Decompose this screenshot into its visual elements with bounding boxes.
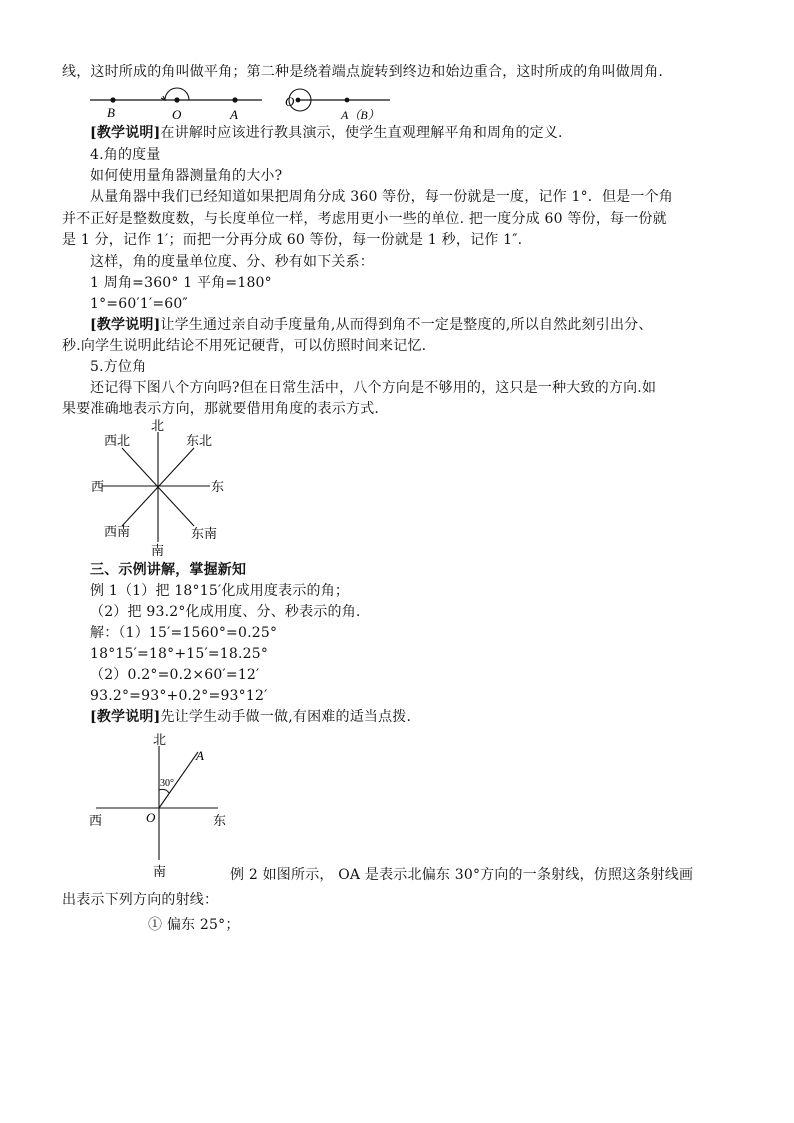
- label-a: A: [196, 748, 204, 763]
- section-heading-3: 三、示例讲解，掌握新知: [90, 562, 247, 578]
- question-line: 如何使用量角器测量角的大小?: [90, 168, 283, 184]
- section-heading-5: 5.方位角: [90, 359, 147, 375]
- straight-and-full-angle-figure: [85, 84, 405, 124]
- label-southeast: 东南: [191, 526, 218, 541]
- label-northwest: 西北: [104, 433, 131, 448]
- label-south: 南: [153, 864, 167, 879]
- label-o2: O: [285, 94, 295, 109]
- point-a: [232, 97, 237, 102]
- label-west: 西: [91, 479, 105, 494]
- teaching-note: [90, 707, 411, 727]
- label-a: A: [230, 107, 238, 122]
- paragraph-line: 从量角器中我们已经知道如果把周角分成 360 等份，每一份就是一度，记作 1°．但是一个角: [90, 189, 673, 205]
- label-east: 东: [211, 479, 225, 494]
- label-west: 西: [89, 813, 103, 828]
- solution-line: 93.2°=93°+0.2°=93°12′: [90, 688, 268, 704]
- teaching-note-tag: [教学说明]: [90, 317, 161, 333]
- relation-line: 1°=60′1′=60″: [90, 296, 188, 312]
- paragraph-line: 这样，角的度量单位度、分、秒有如下关系：: [90, 254, 374, 270]
- teaching-note-text: 在讲解时应该进行教具演示，使学生直观理解平角和周角的定义.: [160, 125, 563, 141]
- teaching-note-tag: [教学说明]: [90, 125, 161, 141]
- paragraph-line: 并不正好是整数度数，与长度单位一样，考虑用更小一些的单位. 把一度分成 60 等份，每一份就: [62, 211, 667, 227]
- paragraph-line: 还记得下图八个方向吗?但在日常生活中，八个方向是不够用的，这只是一种大致的方向.如: [90, 380, 657, 396]
- teaching-note-tag: [教学说明]: [90, 709, 161, 725]
- point-ab: [345, 98, 350, 103]
- label-o: O: [172, 107, 182, 122]
- label-b: B: [107, 105, 115, 120]
- paragraph-line: 线，这时所成的角叫做平角；第二种是绕着端点旋转到终边和始边重合，这时所成的角叫做周角.: [62, 64, 664, 80]
- solution-line: （2）0.2°=0.2×60′=12′: [90, 667, 260, 683]
- paragraph-line: 是 1 分，记作 1′；而把一分再分成 60 等份，每一份就是 1 秒，记作 1″.: [62, 232, 523, 248]
- point-o2: [296, 98, 301, 103]
- point-b: [110, 97, 115, 102]
- section-heading-4: 4.角的度量: [90, 147, 161, 163]
- teaching-note: [90, 315, 653, 335]
- label-northeast: 东北: [186, 433, 213, 448]
- bearing-figure: [86, 730, 236, 880]
- angle-arc: [159, 789, 169, 793]
- list-item: ① 偏东 25°；: [148, 917, 240, 933]
- example-line: 出表示下列方向的射线：: [62, 892, 219, 908]
- label-east: 东: [213, 813, 227, 828]
- label-o: O: [146, 810, 156, 825]
- solution-line: 18°15′=18°+15′=18.25°: [90, 646, 269, 662]
- teaching-note-text: 先让学生动手做一做,有困难的适当点拨.: [160, 709, 412, 725]
- point-o: [174, 97, 179, 102]
- label-north: 北: [153, 732, 167, 747]
- label-north: 北: [151, 418, 165, 433]
- label-south: 南: [151, 543, 165, 556]
- label-southwest: 西南: [104, 524, 131, 539]
- paragraph-line: 秒.向学生说明此结论不用死记硬背，可以仿照时间来记忆.: [62, 338, 427, 354]
- teaching-note-text: 让学生通过亲自动手度量角,从而得到角不一定是整度的,所以自然此刻引出分、: [160, 317, 653, 333]
- label-ab: A（B）: [341, 108, 380, 122]
- teaching-note: [90, 123, 563, 143]
- example-line: 例 2 如图所示， OA 是表示北偏东 30°方向的一条射线，仿照这条射线画: [230, 867, 694, 883]
- compass-rose-figure: [88, 418, 238, 556]
- relation-line: 1 周角=360° 1 平角=180°: [90, 275, 272, 291]
- example-line: （2）把 93.2°化成用度、分、秒表示的角.: [90, 604, 361, 620]
- solution-line: 解：（1）15′=1560°=0.25°: [90, 625, 278, 641]
- label-angle: 30°: [160, 778, 174, 789]
- paragraph-line: 果要准确地表示方向，那就要借用角度的表示方式.: [62, 401, 380, 417]
- example-line: 例 1（1）把 18°15′化成用度表示的角；: [90, 583, 350, 599]
